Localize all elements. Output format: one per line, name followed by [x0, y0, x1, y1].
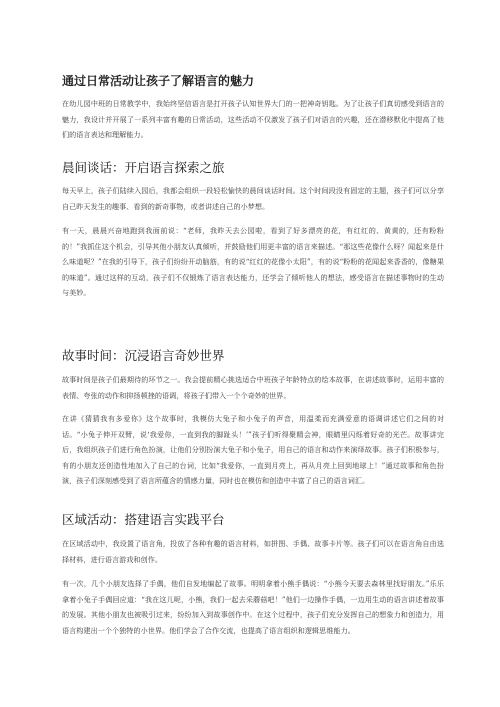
section-3-paragraph-2: 有一次，几个小朋友选择了手偶，他们自发地编起了故事。明明拿着小熊手偶说：“小熊今天要去森林里找好朋友。”乐乐拿着小兔子手偶回应道：“我在这儿呢，小熊，我们一起去采蘑菇吧！”他们一边操作手偶，一边用生动的语言讲述着故事的发展。其他小朋友也被吸引过来，纷纷加入到故事创作中。在这个过程中，孩子们充分发挥自己的想象力和创造力，用语言构建出一个个独特的小世界。他们学会了合作交流，也提高了语言组织和逻辑思维能力。 [62, 579, 444, 635]
section-heading-morning-talk: 晨间谈话：开启语言探索之旅 [62, 160, 225, 175]
section-3-paragraph-1: 在区域活动中，我设置了语言角，投放了各种有趣的语言材料，如拼图、手偶、故事卡片等。孩子们可以在语言角自由选择材料，进行语言游戏和创作。 [62, 539, 444, 564]
intro-paragraph: 在幼儿园中班的日常教学中，我始终坚信语言是打开孩子认知世界大门的一把神奇钥匙。为了让孩子们真切感受到语言的魅力，我设计并开展了一系列丰富有趣的日常活动，这些活动不仅激发了孩子们对语言的兴趣，还在潜移默化中提高了他们的语言表达和理解能力。 [62, 99, 444, 139]
section-1-paragraph-2: 有一天，晨晨兴奋地跑到我面前说：“老师，我昨天去公园啦，看到了好多漂亮的花，有红红的、黄黄的，还有粉粉的！”我抓住这个机会，引导其他小朋友认真倾听，并鼓励他们用更丰富的语言来描述。“那这些花像什么呀？闻起来是什么味道呢？”在我的引导下，孩子们纷纷开动脑筋，有的说“红红的花像小太阳”，有的说“粉粉的花闻起来香香的，像糖果的味道”。通过这样的互动，孩子们不仅锻炼了语言表达能力，还学会了倾听他人的想法，感受语言在描述事物时的生动与美妙。 [62, 226, 444, 297]
section-heading-area-activity: 区域活动：搭建语言实践平台 [62, 512, 225, 527]
document-title: 通过日常活动让孩子了解语言的魅力 [62, 74, 255, 88]
section-heading-story-time: 故事时间：沉浸语言奇妙世界 [62, 348, 225, 363]
section-2-paragraph-2: 在讲《猜猜我有多爱你》这个故事时，我模仿大兔子和小兔子的声音，用温柔而充满爱意的语调讲述它们之间的对话。“小兔子伸开双臂，说‘我爱你，一直到我的脚趾头！’”孩子们听得聚精会神，眼睛里闪烁着好奇的光芒。故事讲完后，我组织孩子们进行角色扮演，让他们分别扮演大兔子和小兔子，用自己的语言和动作来演绎故事。孩子们积极参与，有的小朋友还创造性地加入了自己的台词，比如“我爱你，一直到月亮上，再从月亮上回到地球上！”通过故事和角色扮演，孩子们深刻感受到了语言所蕴含的情感力量，同时也在模仿和创造中丰富了自己的语言词汇。 [62, 414, 444, 485]
section-2-paragraph-1: 故事时间是孩子们最期待的环节之一。我会提前精心挑选适合中班孩子年龄特点的绘本故事，在讲述故事时，运用丰富的表情、夸张的动作和抑扬顿挫的语调，将孩子们带入一个个奇妙的世界。 [62, 375, 444, 400]
section-1-paragraph-1: 每天早上，孩子们陆续入园后，我都会组织一段轻松愉快的晨间谈话时间。这个时间段没有固定的主题，孩子们可以分享自己昨天发生的趣事、看到的新奇事物，或者讲述自己的小梦想。 [62, 186, 444, 211]
